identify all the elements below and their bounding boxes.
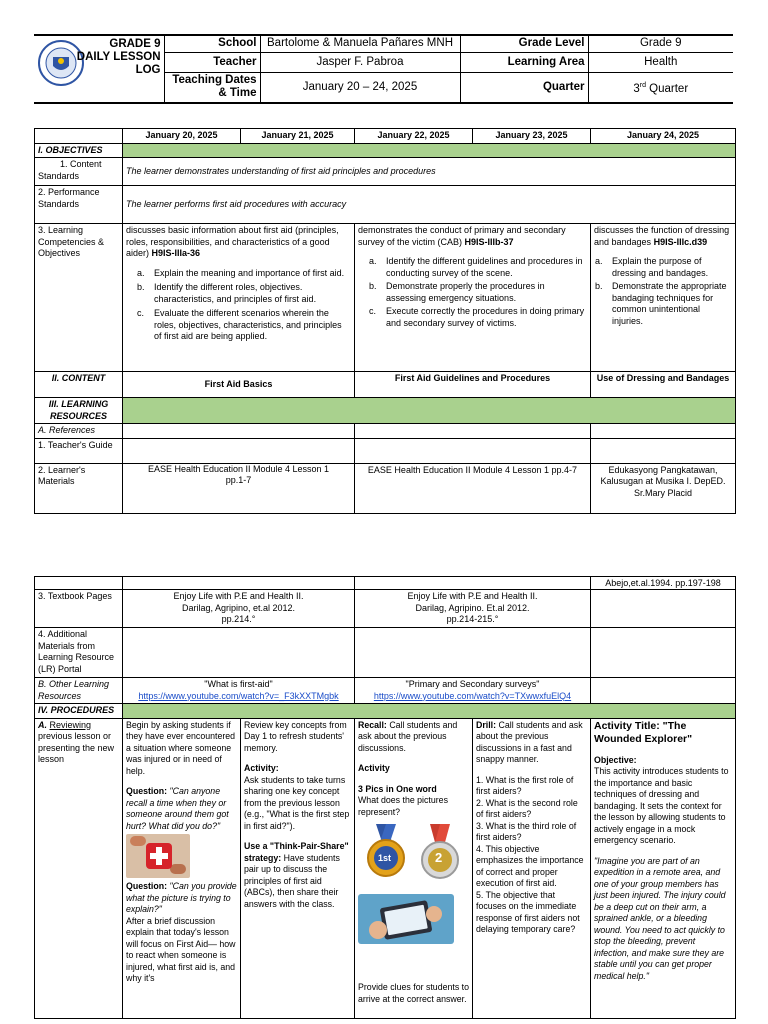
- lc3-list: [594, 256, 732, 327]
- teacher-label: Teacher: [164, 52, 260, 72]
- lc2-list: [358, 256, 587, 329]
- lc-day5: [591, 224, 736, 372]
- lc3-code: H9IS-IIIc.d39: [653, 236, 708, 247]
- lc1-list: [126, 268, 351, 343]
- empty-cell: [355, 424, 591, 439]
- lc1-item: a. Explain the meaning and importance of first aid.: [137, 267, 345, 278]
- first-aid-hands-image: [126, 834, 190, 878]
- header-table: [34, 34, 733, 104]
- empty-cell: [591, 424, 736, 439]
- learning-area-value: Health: [588, 52, 733, 72]
- grade-level-label: Grade Level: [460, 35, 588, 52]
- quarter-value: [588, 72, 733, 103]
- content-standards-value: The learner demonstrates understanding of first aid principles and procedures: [123, 158, 736, 186]
- procedure-a-day2: [241, 718, 355, 1018]
- d4-item: 5. The objective that focuses on the immediate response of first aiders not delaying temporary care?: [476, 889, 580, 934]
- empty-cell: [591, 590, 736, 628]
- lm-day1-2: EASE Health Education II Module 4 Lesson 1 pp.1-7: [123, 463, 355, 513]
- empty-cell: [355, 438, 591, 463]
- lc3-intro: discusses the function of dressing and bandages: [594, 225, 730, 247]
- content-day3-4: First Aid Guidelines and Procedures: [355, 372, 591, 398]
- d3-pics-label: 3 Pics in One word: [358, 783, 437, 794]
- day-2-header: January 21, 2025: [241, 129, 355, 144]
- lc1-intro: discusses basic information about first aid (principles, roles, responsibilities, and characteristics of a good aider): [126, 225, 339, 258]
- grade-level-value: Grade 9: [588, 35, 733, 52]
- lc2-intro: demonstrates the conduct of primary and secondary survey of the victim (CAB): [358, 225, 566, 247]
- procedures-heading: IV. PROCEDURES: [35, 704, 123, 719]
- learning-area-label: Learning Area: [460, 52, 588, 72]
- d3-pics-question: What does the pictures represent?: [358, 795, 448, 817]
- textbook-day3-4: Enjoy Life with P.E and Health II. Darilag, Agripino. Et.al 2012. pp.214-215.°: [355, 590, 591, 628]
- d1-explain: After a brief discussion explain that today's lesson will focus on First Aid— how to react when someone is injured, what first aid is, and why it's: [126, 915, 236, 983]
- additional-materials-label: 4. Additional Materials from Learning Resource (LR) Portal: [35, 628, 123, 678]
- content-day1-2: First Aid Basics: [123, 372, 355, 398]
- lesson-table-page2: [34, 576, 736, 1019]
- lc1-item: c. Evaluate the different scenarios wherein the roles, objectives, characteristics, and principles of first aid are being applied.: [137, 308, 342, 341]
- learning-resources-heading: III. LEARNING RESOURCES: [35, 398, 123, 424]
- grade-line-1: GRADE 9: [109, 38, 161, 50]
- lc-day3-4: [355, 224, 591, 372]
- lc3-item: b. Demonstrate the appropriate bandaging techniques for common unintentional injuries.: [595, 281, 727, 326]
- empty-cell: [355, 577, 591, 590]
- d5-activity-title: Activity Title: "The Wounded Explorer": [594, 719, 693, 745]
- quarter-word: Quarter: [645, 82, 689, 95]
- quarter-sup: rd: [639, 81, 646, 89]
- youtube-link-surveys[interactable]: https://www.youtube.com/watch?v=TXwwxfuElQ4: [373, 690, 572, 701]
- dates-label-line1: Teaching Dates: [172, 74, 257, 87]
- empty-cell: [123, 628, 355, 678]
- resources-band: [123, 398, 736, 424]
- d3-clues: Provide clues for students to arrive at the correct answer.: [358, 982, 469, 1004]
- procedure-a-day4: [473, 718, 591, 1018]
- lm-day3-4: EASE Health Education II Module 4 Lesson 1 pp.4-7: [355, 463, 591, 513]
- lc-day1-2: [123, 224, 355, 372]
- references-label: A. References: [35, 424, 123, 439]
- d4-item: 2. What is the second role of first aiders?: [476, 797, 578, 819]
- procedure-a-day3: [355, 718, 473, 1018]
- lc2-item: a. Identify the different guidelines and procedures in conducting survey of the scene.: [369, 256, 583, 278]
- lc2-code: H9IS-IIIb-37: [464, 236, 514, 247]
- grade-title: [34, 35, 164, 103]
- d3-recall: Recall: Call students and ask about the previous discussions.: [358, 719, 458, 753]
- performance-standards-label: 2. Performance Standards: [35, 186, 123, 224]
- objectives-band: [123, 143, 736, 158]
- textbook-day1-2: Enjoy Life with P.E and Health II. Darilag, Agripino, et.al 2012. pp.214.°: [123, 590, 355, 628]
- empty-cell: [591, 628, 736, 678]
- d2-activity-label: Activity:: [244, 763, 279, 773]
- day-3-header: January 22, 2025: [355, 129, 473, 144]
- lc1-code: H9IS-IIIa-36: [151, 248, 201, 258]
- teaching-dates-value: January 20 – 24, 2025: [260, 72, 460, 103]
- d4-item: 4. This objective emphasizes the importance of correct and proper execution of first aid.: [476, 843, 584, 888]
- lc2-item: c. Execute correctly the procedures in doing primary and secondary survey of victims.: [369, 306, 585, 328]
- content-heading: II. CONTENT: [35, 372, 123, 398]
- youtube-link-first-aid[interactable]: https://www.youtube.com/watch?v=_F3kXXTMgbk: [138, 690, 339, 701]
- day-5-header: January 24, 2025: [591, 129, 736, 144]
- teacher-value: Jasper F. Pabroa: [260, 52, 460, 72]
- textbook-pages-label: 3. Textbook Pages: [35, 590, 123, 628]
- other-resources-label: B. Other Learning Resources: [35, 678, 123, 704]
- other-resources-day3-4: "Primary and Secondary surveys" https://www.youtube.com/watch?v=TXwwxfuElQ4: [355, 678, 591, 704]
- procedure-a-label: A. Reviewing previous lesson or presenting the new lesson: [35, 718, 123, 1018]
- d4-item: 3. What is the third role of first aiders?: [476, 820, 577, 842]
- lm-day5-continued: Abejo,et.al.1994. pp.197-198: [591, 577, 736, 590]
- grade-line-2: DAILY LESSON: [76, 51, 161, 63]
- school-value: Bartolome & Manuela Pañares MNH: [260, 35, 460, 52]
- tablet-hands-image: [358, 894, 454, 944]
- dates-label-line2: & Time: [218, 87, 257, 100]
- quarter-label: Quarter: [460, 72, 588, 103]
- empty-cell: [591, 678, 736, 704]
- performance-standards-value: The learner performs first aid procedures with accuracy: [123, 186, 736, 224]
- grade-line-3: LOG: [135, 64, 161, 76]
- d4-drill: Drill: Call students and ask about the previous discussions in a fast and snappy manner.: [476, 719, 583, 764]
- teaching-dates-label: [164, 72, 260, 103]
- procedures-band: [123, 704, 736, 719]
- d3-activity-label: Activity: [358, 763, 390, 773]
- day-4-header: January 23, 2025: [473, 129, 591, 144]
- d1-question-2: Question: "Can you provide what the picture is trying to explain?": [126, 881, 237, 914]
- objectives-heading: I. OBJECTIVES: [35, 143, 123, 158]
- medals-image: [358, 824, 469, 890]
- content-standards-label: 1. Content Standards: [35, 158, 123, 186]
- d2-activity: Ask students to take turns sharing one key concept from the previous lesson (e.g., "What is the first step in first aid?").: [244, 774, 350, 831]
- d2-intro: Review key concepts from Day 1 to refresh students' memory.: [244, 719, 347, 753]
- lesson-table-page1: [34, 128, 736, 514]
- d5-objective: This activity introduces students to the importance and basic techniques of dressing and bandaging. It sets the context for the lesson by allowing students to actively engage in a mock emergency scenario.: [594, 766, 729, 845]
- d5-scenario: "Imagine you are part of an expedition in a remote area, and one of your group members has just been injured. The injury could be a deep cut on their arm, a sprained ankle, or a bleeding wound. You need to act quickly to stop the bleeding, prevent infection, and make sure they are stable until you can get proper medical help.": [594, 855, 726, 981]
- d1-intro: Begin by asking students if they have ever encountered a situation where someone was injured or in need of help.: [126, 719, 236, 776]
- learners-materials-label: 2. Learner's Materials: [35, 463, 123, 513]
- empty-cell: [35, 577, 123, 590]
- quarter-num: 3: [633, 82, 640, 95]
- procedure-a-day5: [591, 718, 736, 1018]
- day-1-header: January 20, 2025: [123, 129, 241, 144]
- d1-question: Question: "Can anyone recall a time when they or someone around them got hurt? What did you do?": [126, 786, 229, 831]
- learning-competencies-label: 3. Learning Competencies & Objectives: [35, 224, 123, 372]
- lc1-item: b. Identify the different roles, objectives. characteristics, and principles of first aid.: [137, 282, 317, 304]
- empty-cell: [355, 628, 591, 678]
- lc3-item: a. Explain the purpose of dressing and bandages.: [595, 256, 709, 278]
- content-day5: Use of Dressing and Bandages: [591, 372, 736, 398]
- procedure-a-day1: [123, 718, 241, 1018]
- teachers-guide-label: 1. Teacher's Guide: [35, 438, 123, 463]
- empty-cell: [123, 438, 355, 463]
- d2-think-pair-share: Use a "Think-Pair-Share" strategy: Have students pair up to discuss the principles of first aid (ABCs), then share their answers with the class.: [244, 841, 349, 909]
- empty-cell: [123, 424, 355, 439]
- empty-cell: [591, 438, 736, 463]
- medal-1-label: 1st: [378, 853, 392, 863]
- d5-objective-label: Objective:: [594, 754, 637, 765]
- medal-2-label: 2: [435, 850, 443, 865]
- corner-cell: [35, 129, 123, 144]
- other-resources-day1-2: "What is first-aid" https://www.youtube.com/watch?v=_F3kXXTMgbk: [123, 678, 355, 704]
- lm-day5: Edukasyong Pangkatawan, Kalusugan at Musika I. DepED. Sr.Mary Placid: [591, 463, 736, 513]
- empty-cell: [123, 577, 355, 590]
- lc2-item: b. Demonstrate properly the procedures in assessing emergency situations.: [369, 281, 545, 303]
- d4-item: 1. What is the first role of first aiders?: [476, 774, 574, 796]
- school-label: School: [164, 35, 260, 52]
